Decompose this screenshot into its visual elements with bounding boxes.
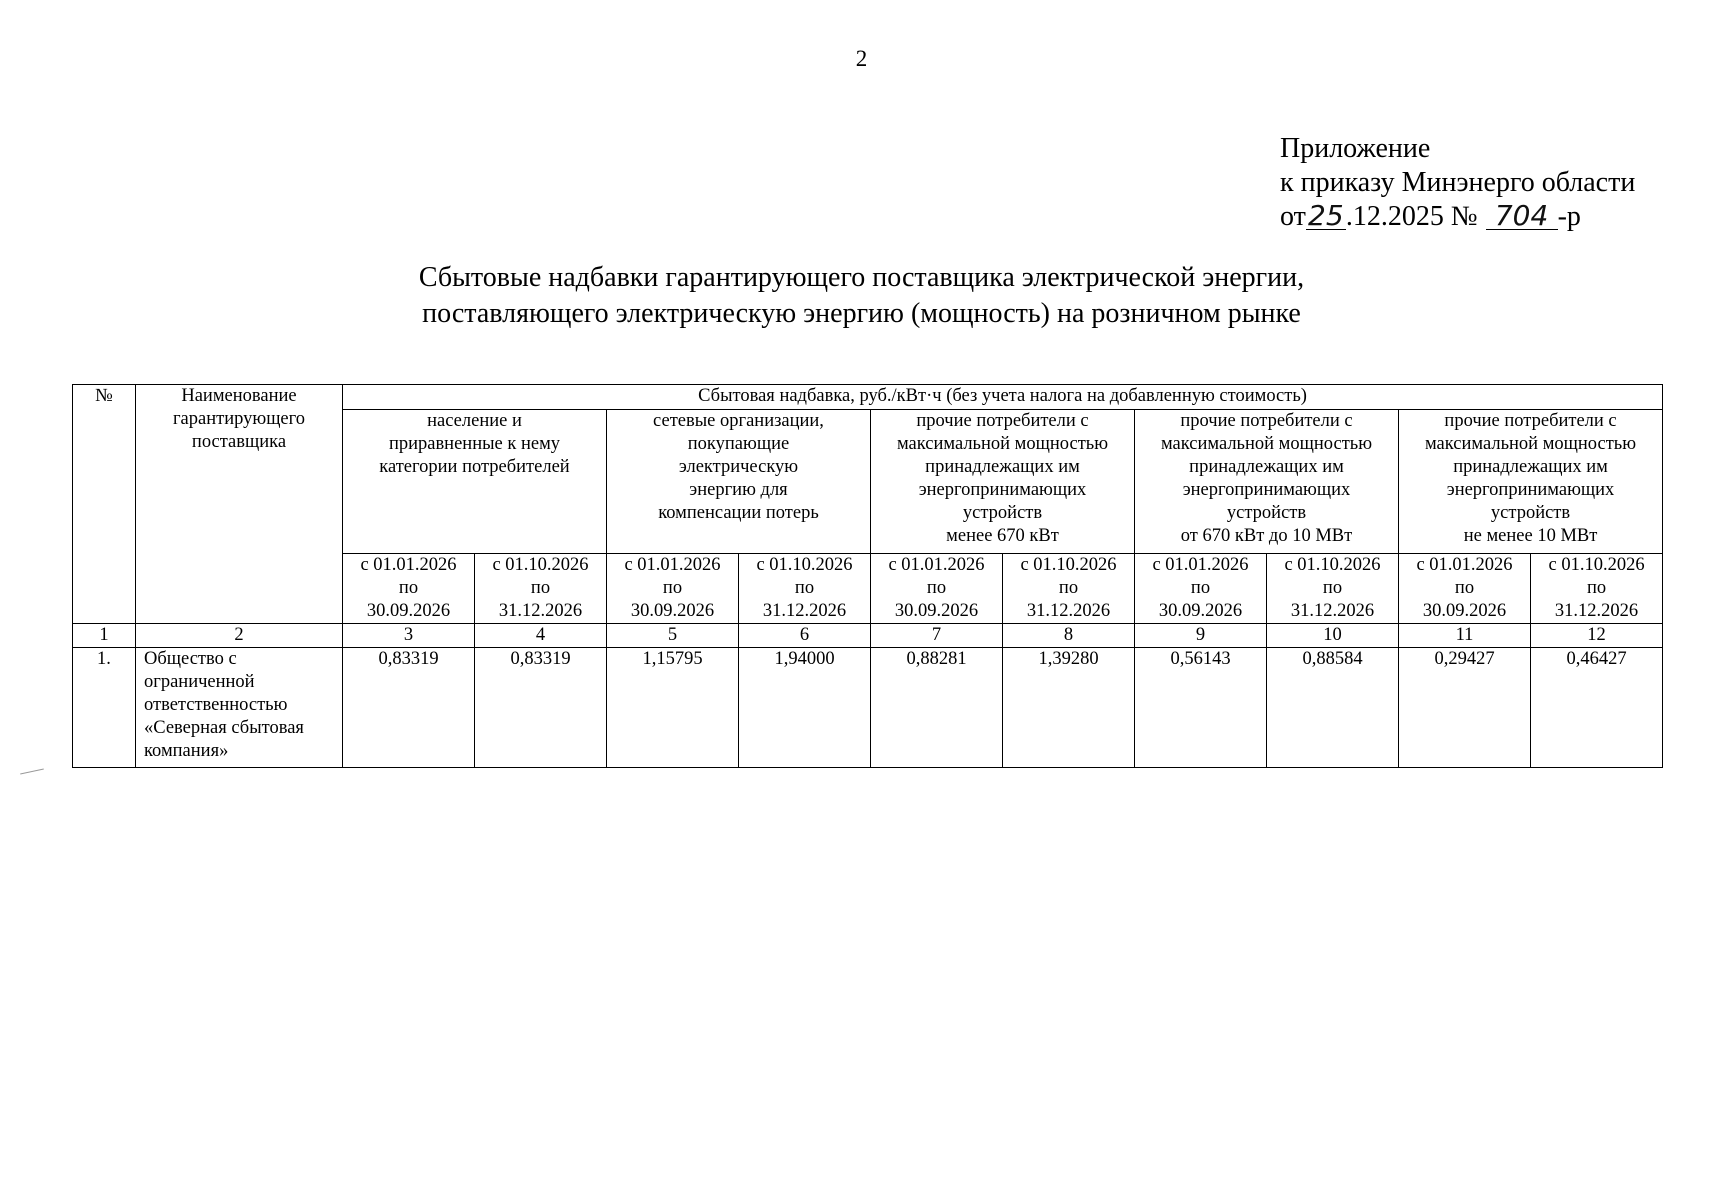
header-period: с 01.10.2026 по 31.12.2026 <box>475 554 607 624</box>
header-period: с 01.10.2026 по 31.12.2026 <box>1531 554 1663 624</box>
column-number: 1 <box>73 624 136 648</box>
title-line-1: Сбытовые надбавки гарантирующего поставщика электрической энергии, <box>418 262 1305 293</box>
column-number: 2 <box>136 624 343 648</box>
header-category-under-670kw: прочие потребители с максимальной мощностью принадлежащих им энергопринимающих устройств менее 670 кВт <box>871 410 1135 554</box>
document-title <box>0 260 1723 332</box>
markup-value: 1,39280 <box>1003 648 1135 768</box>
supplier-name: Общество с ограниченной ответственностью «Северная сбытовая компания» <box>136 648 343 768</box>
column-number: 11 <box>1399 624 1531 648</box>
header-category-over-10mw: прочие потребители с максимальной мощностью принадлежащих им энергопринимающих устройств не менее 10 МВт <box>1399 410 1663 554</box>
header-period: с 01.01.2026 по 30.09.2026 <box>343 554 475 624</box>
number-sign: № <box>1450 201 1478 232</box>
header-period: с 01.10.2026 по 31.12.2026 <box>739 554 871 624</box>
date-day-handwritten: 25 <box>1306 203 1346 230</box>
header-period: с 01.10.2026 по 31.12.2026 <box>1267 554 1399 624</box>
tariff-table <box>72 384 1663 768</box>
header-period: с 01.10.2026 по 31.12.2026 <box>1003 554 1135 624</box>
header-period: с 01.01.2026 по 30.09.2026 <box>1399 554 1531 624</box>
header-supplier-name: Наименование гарантирующего поставщика <box>136 385 343 624</box>
appendix-block <box>1280 132 1635 234</box>
order-number-handwritten: 704 <box>1486 203 1558 230</box>
markup-value: 0,29427 <box>1399 648 1531 768</box>
markup-value: 0,88584 <box>1267 648 1399 768</box>
appendix-order-ref: к приказу Минэнерго области <box>1280 167 1636 198</box>
header-period: с 01.01.2026 по 30.09.2026 <box>1135 554 1267 624</box>
row-number: 1. <box>73 648 136 768</box>
column-number: 4 <box>475 624 607 648</box>
order-number-suffix: -р <box>1557 201 1581 232</box>
header-category-population: население и приравненные к нему категории потребителей <box>343 410 607 554</box>
markup-value: 0,46427 <box>1531 648 1663 768</box>
header-no: № <box>73 385 136 624</box>
column-number: 5 <box>607 624 739 648</box>
markup-value: 1,94000 <box>739 648 871 768</box>
appendix-label: Приложение <box>1280 133 1431 164</box>
appendix-date-number <box>1280 200 1635 234</box>
markup-value: 1,15795 <box>607 648 739 768</box>
column-number: 3 <box>343 624 475 648</box>
column-number: 9 <box>1135 624 1267 648</box>
scan-artifact-line <box>20 769 44 775</box>
header-markup: Сбытовая надбавка, руб./кВт·ч (без учета налога на добавленную стоимость) <box>343 385 1663 410</box>
markup-value: 0,88281 <box>871 648 1003 768</box>
column-number: 10 <box>1267 624 1399 648</box>
page-number: 2 <box>855 46 868 71</box>
title-line-2: поставляющего электрическую энергию (мощность) на розничном рынке <box>422 298 1301 329</box>
markup-value: 0,83319 <box>343 648 475 768</box>
markup-value: 0,56143 <box>1135 648 1267 768</box>
header-category-670kw-10mw: прочие потребители с максимальной мощностью принадлежащих им энергопринимающих устройств от 670 кВт до 10 МВт <box>1135 410 1399 554</box>
markup-value: 0,83319 <box>475 648 607 768</box>
column-number: 6 <box>739 624 871 648</box>
date-prefix: от <box>1280 201 1306 232</box>
column-number: 7 <box>871 624 1003 648</box>
header-category-grid-orgs: сетевые организации, покупающие электрическую энергию для компенсации потерь <box>607 410 871 554</box>
table-row <box>73 648 1663 768</box>
column-number: 12 <box>1531 624 1663 648</box>
column-number: 8 <box>1003 624 1135 648</box>
date-rest: .12.2025 <box>1345 201 1444 232</box>
header-period: с 01.01.2026 по 30.09.2026 <box>871 554 1003 624</box>
header-period: с 01.01.2026 по 30.09.2026 <box>607 554 739 624</box>
